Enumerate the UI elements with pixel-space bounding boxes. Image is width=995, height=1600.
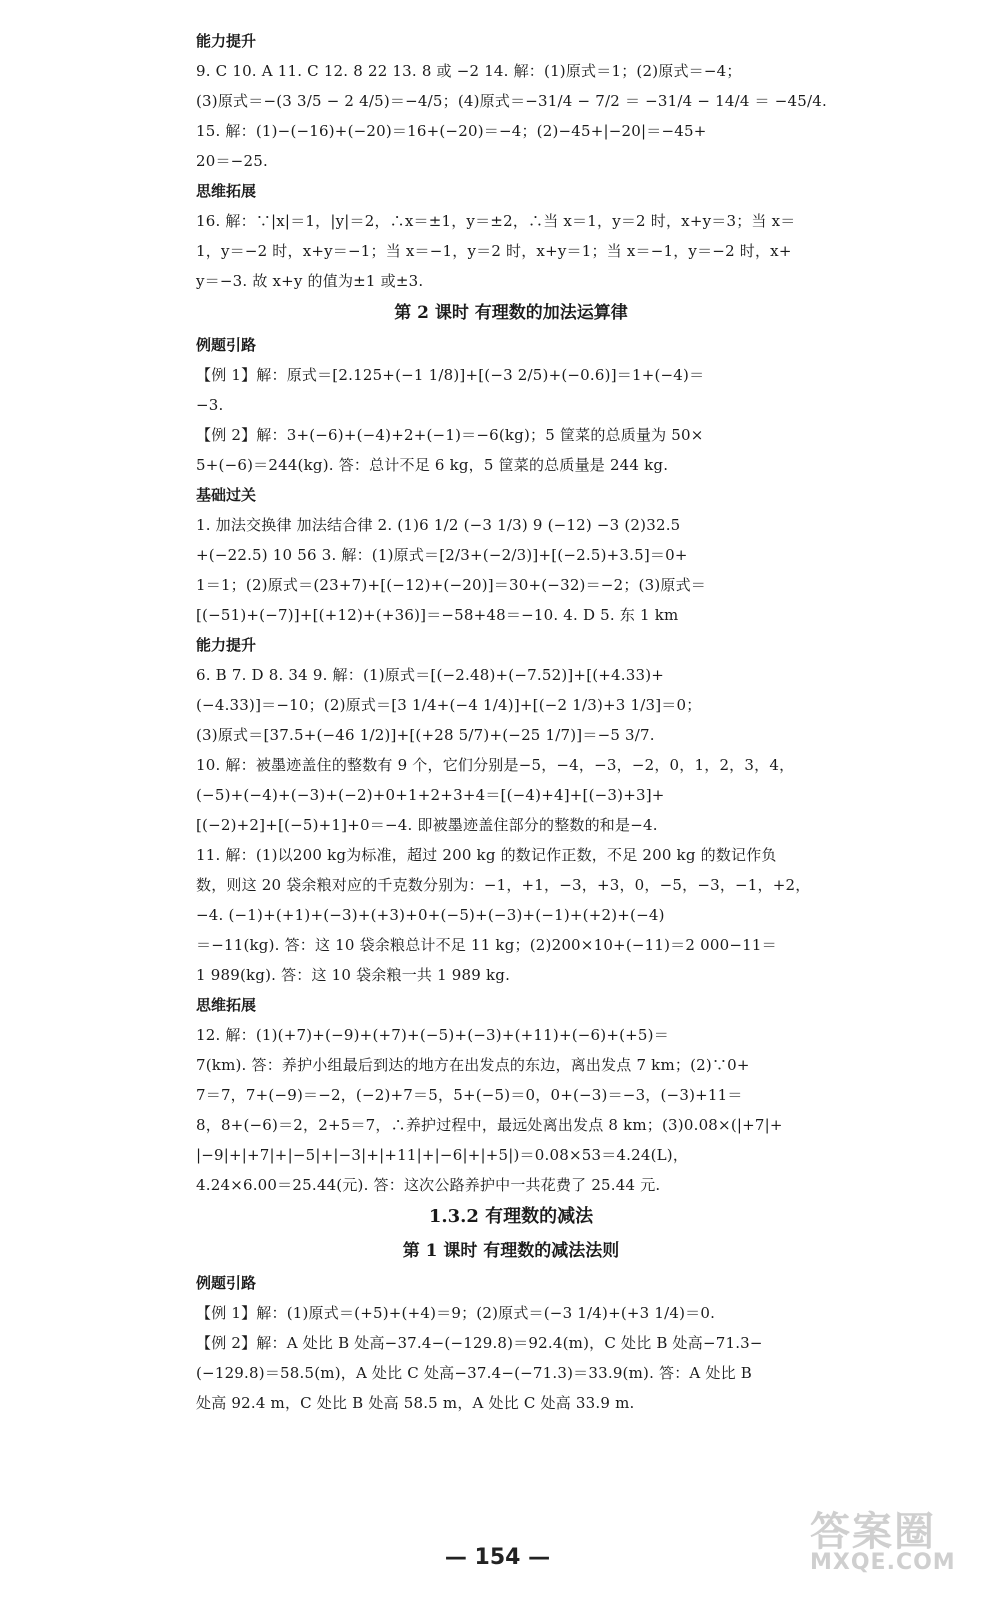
answer-content bbox=[196, 26, 826, 1418]
answer-line: (3)原式＝−(3 3/5 − 2 4/5)＝−4/5；(4)原式＝−31/4 − 7/2 ＝ −31/4 − 14/4 ＝ −45/4. bbox=[196, 92, 827, 110]
answer-line: (−5)+(−4)+(−3)+(−2)+0+1+2+3+4＝[(−4)+4]+[(−3)+3]+ bbox=[196, 786, 665, 804]
section-heading: 能力提升 bbox=[196, 32, 257, 50]
lesson-title: 第 2 课时 有理数的加法运算律 bbox=[394, 303, 628, 323]
answer-line: 【例 2】解：A 处比 B 处高−37.4−(−129.8)＝92.4(m)，C 处比 B 处高−71.3− bbox=[196, 1334, 763, 1352]
section-heading: 基础过关 bbox=[196, 486, 257, 504]
watermark-logo bbox=[810, 1500, 980, 1580]
section-heading: 思维拓展 bbox=[196, 996, 257, 1014]
answer-line: 9. C 10. A 11. C 12. 8 22 13. 8 或 −2 14. 解：(1)原式＝1；(2)原式＝−4； bbox=[196, 62, 742, 80]
answer-line: |−9|+|+7|+|−5|+|−3|+|+11|+|−6|+|+5|)＝0.08×53＝4.24(L)， bbox=[196, 1146, 689, 1164]
section-heading: 例题引路 bbox=[196, 336, 257, 354]
answer-line: −4. (−1)+(+1)+(−3)+(+3)+0+(−5)+(−3)+(−1)+(+2)+(−4) bbox=[196, 906, 665, 924]
answer-line: y＝−3. 故 x+y 的值为±1 或±3. bbox=[196, 272, 424, 290]
answer-line: (3)原式＝[37.5+(−46 1/2)]+[(+28 5/7)+(−25 1/7)]＝−5 3/7. bbox=[196, 726, 655, 744]
watermark-logo-cn: 答案圈 bbox=[810, 1509, 936, 1555]
answer-line: 20＝−25. bbox=[196, 152, 268, 170]
answer-line: 【例 1】解：原式＝[2.125+(−1 1/8)]+[(−3 2/5)+(−0.6)]＝1+(−4)＝ bbox=[196, 366, 705, 384]
answer-line: 4.24×6.00＝25.44(元). 答：这次公路养护中一共花费了 25.44 元. bbox=[196, 1176, 661, 1194]
watermark-logo-en: MXQE.COM bbox=[810, 1550, 956, 1575]
answer-line: 处高 92.4 m，C 处比 B 处高 58.5 m，A 处比 C 处高 33.9 m. bbox=[196, 1394, 635, 1412]
section-heading: 思维拓展 bbox=[196, 182, 257, 200]
answer-line: 6. B 7. D 8. 34 9. 解：(1)原式＝[(−2.48)+(−7.52)]+[(+4.33)+ bbox=[196, 666, 665, 684]
answer-line: −3. bbox=[196, 396, 224, 414]
answer-line: 1，y＝−2 时，x+y＝−1；当 x＝−1，y＝2 时，x+y＝1；当 x＝−1，y＝−2 时，x+ bbox=[196, 242, 792, 260]
answer-line: 10. 解：被墨迹盖住的整数有 9 个，它们分别是−5，−4，−3，−2，0，1，2，3，4， bbox=[196, 756, 795, 774]
section-heading: 例题引路 bbox=[196, 1274, 257, 1292]
page-number: — 154 — bbox=[444, 1545, 551, 1570]
answer-line: 11. 解：(1)以200 kg为标准，超过 200 kg 的数记作正数，不足 200 kg 的数记作负 bbox=[196, 846, 777, 864]
answer-line: (−129.8)＝58.5(m)，A 处比 C 处高−37.4−(−71.3)＝33.9(m). 答：A 处比 B bbox=[196, 1364, 753, 1382]
answer-line: ＝−11(kg). 答：这 10 袋余粮总计不足 11 kg；(2)200×10+(−11)＝2 000−11＝ bbox=[196, 936, 777, 954]
lesson-title: 第 1 课时 有理数的减法法则 bbox=[402, 1241, 620, 1261]
answer-line: 5+(−6)＝244(kg). 答：总计不足 6 kg，5 筐菜的总质量是 244 kg. bbox=[196, 456, 669, 474]
answer-line: 12. 解：(1)(+7)+(−9)+(+7)+(−5)+(−3)+(+11)+(−6)+(+5)＝ bbox=[196, 1026, 669, 1044]
answer-line: 1 989(kg). 答：这 10 袋余粮一共 1 989 kg. bbox=[196, 966, 511, 984]
answer-line: [(−2)+2]+[(−5)+1]+0＝−4. 即被墨迹盖住部分的整数的和是−4. bbox=[196, 816, 658, 834]
answer-line: 8，8+(−6)＝2，2+5＝7，∴养护过程中，最远处离出发点 8 km；(3)0.08×(|+7|+ bbox=[196, 1116, 783, 1134]
section-title: 1.3.2 有理数的减法 bbox=[428, 1206, 594, 1227]
answer-line: 1. 加法交换律 加法结合律 2. (1)6 1/2 (−3 1/3) 9 (−12) −3 (2)32.5 bbox=[196, 516, 681, 534]
section-heading: 能力提升 bbox=[196, 636, 257, 654]
answer-line: 7(km). 答：养护小组最后到达的地方在出发点的东边，离出发点 7 km；(2)∵0+ bbox=[196, 1056, 750, 1074]
answer-line: 1＝1；(2)原式＝(23+7)+[(−12)+(−20)]＝30+(−32)＝−2；(3)原式＝ bbox=[196, 576, 706, 594]
answer-line: 16. 解：∵|x|＝1，|y|＝2，∴x＝±1，y＝±2，∴当 x＝1，y＝2 时，x+y＝3；当 x＝ bbox=[196, 212, 796, 230]
answer-line: 【例 2】解：3+(−6)+(−4)+2+(−1)＝−6(kg)；5 筐菜的总质量为 50× bbox=[196, 426, 704, 444]
answer-line: 【例 1】解：(1)原式＝(+5)+(+4)＝9；(2)原式＝(−3 1/4)+(+3 1/4)＝0. bbox=[196, 1304, 716, 1322]
answer-line: 数，则这 20 袋余粮对应的千克数分别为：−1，+1，−3，+3，0，−5，−3，−1，+2， bbox=[196, 876, 811, 894]
answer-line: [(−51)+(−7)]+[(+12)+(+36)]＝−58+48＝−10. 4. D 5. 东 1 km bbox=[196, 606, 679, 624]
answer-line: 7＝7，7+(−9)＝−2，(−2)+7＝5，5+(−5)＝0，0+(−3)＝−3，(−3)+11＝ bbox=[196, 1086, 743, 1104]
answer-line: (−4.33)]＝−10；(2)原式＝[3 1/4+(−4 1/4)]+[(−2 1/3)+3 1/3]＝0； bbox=[196, 696, 702, 714]
answer-line: +(−22.5) 10 56 3. 解：(1)原式＝[2/3+(−2/3)]+[(−2.5)+3.5]＝0+ bbox=[196, 546, 688, 564]
answer-line: 15. 解：(1)−(−16)+(−20)＝16+(−20)＝−4；(2)−45+|−20|＝−45+ bbox=[196, 122, 707, 140]
